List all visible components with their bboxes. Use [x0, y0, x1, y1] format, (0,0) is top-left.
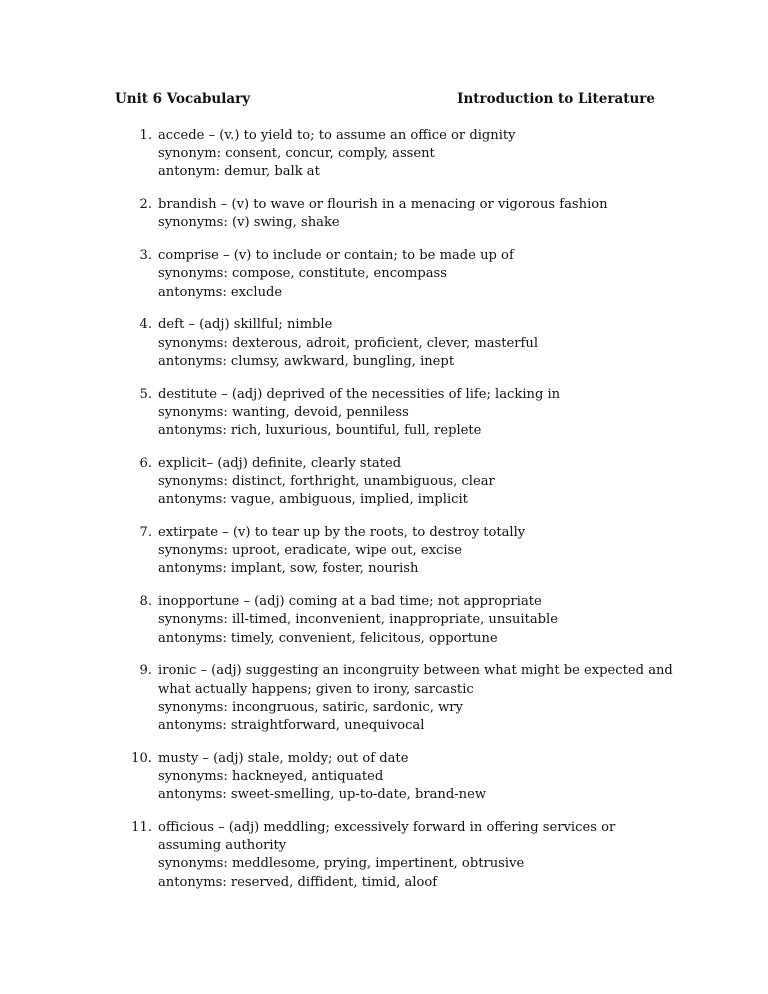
entry-definition: destitute – (adj) deprived of the necessities of life; lacking in: [158, 386, 561, 402]
entry-number: 5.: [139, 386, 152, 402]
entry-antonyms: antonyms: exclude: [158, 284, 283, 300]
entry-antonyms: antonyms: clumsy, awkward, bungling, inept: [158, 353, 455, 369]
entry-number: 11.: [131, 820, 152, 836]
vocab-entry-inopportune: [133, 593, 673, 648]
entry-synonyms: synonyms: hackneyed, antiquated: [158, 769, 384, 785]
vocab-entry-comprise: [133, 247, 673, 302]
entry-definition-continued: what actually happens; given to irony, sarcastic: [158, 681, 474, 697]
entry-definition: accede – (v.) to yield to; to assume an office or dignity: [158, 128, 516, 143]
vocabulary-list: [133, 127, 673, 906]
entry-number: 7.: [139, 525, 152, 541]
entry-synonyms: synonym: consent, concur, comply, assent: [158, 146, 435, 162]
entry-number: 9.: [139, 663, 152, 679]
entry-antonyms: antonyms: rich, luxurious, bountiful, full, replete: [158, 423, 482, 439]
vocab-entry-destitute: [133, 386, 673, 441]
entry-definition: extirpate – (v) to tear up by the roots, to destroy totally: [158, 525, 526, 541]
course-title: Introduction to Literature: [457, 91, 655, 107]
entry-number: 2.: [139, 197, 152, 213]
entry-definition: brandish – (v) to wave or flourish in a menacing or vigorous fashion: [158, 197, 608, 213]
entry-synonyms: synonyms: distinct, forthright, unambiguous, clear: [158, 474, 495, 490]
entry-number: 3.: [139, 248, 152, 264]
entry-definition: inopportune – (adj) coming at a bad time; not appropriate: [158, 594, 542, 610]
entry-synonyms: synonyms: ill-timed, inconvenient, inappropriate, unsuitable: [158, 612, 558, 628]
vocab-entry-officious: [133, 819, 673, 892]
entry-antonyms: antonyms: reserved, diffident, timid, aloof: [158, 874, 438, 890]
entry-definition: officious – (adj) meddling; excessively forward in offering services or: [158, 820, 616, 836]
entry-synonyms: synonyms: (v) swing, shake: [158, 215, 340, 231]
entry-number: 1.: [139, 128, 152, 143]
entry-antonyms: antonym: demur, balk at: [158, 164, 320, 180]
entry-antonyms: antonyms: implant, sow, foster, nourish: [158, 561, 419, 577]
vocab-entry-accede: [133, 127, 673, 182]
entry-synonyms: synonyms: wanting, devoid, penniless: [158, 404, 409, 420]
entry-number: 10.: [131, 750, 152, 766]
entry-number: 6.: [139, 455, 152, 471]
entry-antonyms: antonyms: straightforward, unequivocal: [158, 718, 425, 734]
vocab-entry-ironic: [133, 662, 673, 735]
entry-number: 4.: [139, 317, 152, 333]
entry-synonyms: synonyms: meddlesome, prying, impertinent, obtrusive: [158, 856, 525, 872]
entry-synonyms: synonyms: uproot, eradicate, wipe out, excise: [158, 543, 462, 559]
entry-definition: explicit– (adj) definite, clearly stated: [158, 455, 402, 471]
entry-definition: musty – (adj) stale, moldy; out of date: [158, 750, 409, 766]
entry-antonyms: antonyms: vague, ambiguous, implied, implicit: [158, 492, 468, 508]
entry-antonyms: antonyms: sweet-smelling, up-to-date, brand-new: [158, 787, 487, 803]
unit-title: Unit 6 Vocabulary: [115, 91, 251, 107]
entry-synonyms: synonyms: incongruous, satiric, sardonic, wry: [158, 699, 463, 715]
entry-definition: comprise – (v) to include or contain; to be made up of: [158, 248, 514, 264]
entry-number: 8.: [139, 594, 152, 610]
vocab-entry-deft: [133, 316, 673, 371]
vocab-entry-extirpate: [133, 524, 673, 579]
entry-definition: deft – (adj) skillful; nimble: [158, 317, 333, 333]
vocab-entry-explicit: [133, 455, 673, 510]
entry-synonyms: synonyms: dexterous, adroit, proficient, clever, masterful: [158, 335, 539, 351]
entry-antonyms: antonyms: timely, convenient, felicitous, opportune: [158, 630, 498, 646]
page-header: [115, 91, 655, 111]
entry-synonyms: synonyms: compose, constitute, encompass: [158, 266, 447, 282]
vocab-entry-musty: [133, 750, 673, 805]
entry-definition: ironic – (adj) suggesting an incongruity between what might be expected and: [158, 663, 673, 679]
entry-definition-continued: assuming authority: [158, 838, 287, 854]
vocab-entry-brandish: [133, 196, 673, 232]
